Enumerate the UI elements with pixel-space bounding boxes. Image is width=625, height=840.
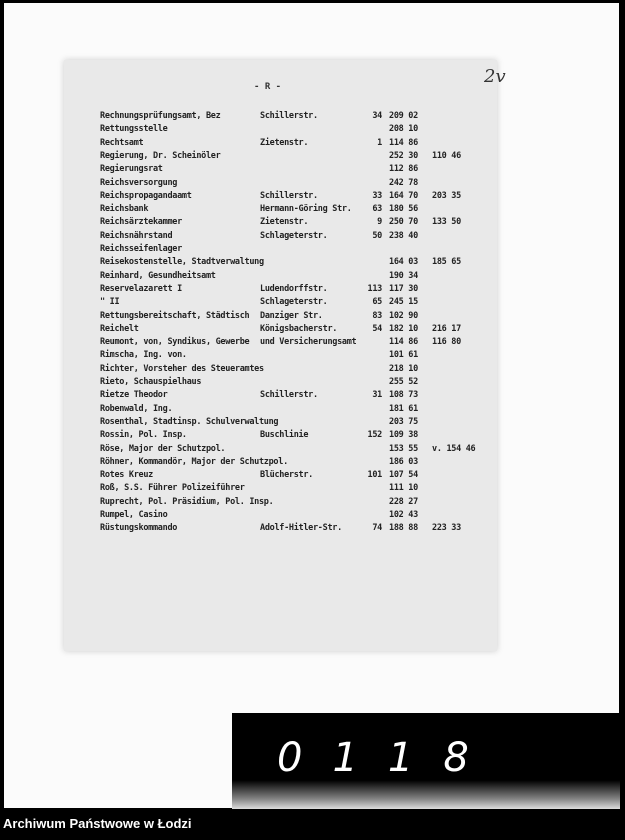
row-tel1: 109 38 xyxy=(389,430,418,441)
page-marker: - R - xyxy=(254,82,282,92)
row-street: Schillerstr. xyxy=(260,190,318,201)
directory-row xyxy=(64,124,497,137)
document-page xyxy=(64,60,506,651)
row-tel2: 133 50 xyxy=(432,217,461,228)
directory-row xyxy=(64,138,497,151)
row-street: Zietenstr. xyxy=(260,217,309,228)
row-street: Schillerstr. xyxy=(260,390,318,401)
directory-row xyxy=(64,257,497,270)
row-tel2: 216 17 xyxy=(432,323,461,334)
row-name: Richter, Vorsteher des Steueramtes xyxy=(100,363,264,374)
row-tel2: 185 65 xyxy=(432,257,461,268)
row-tel1: 180 56 xyxy=(389,204,418,215)
row-name: Rüstungskommando xyxy=(100,523,178,534)
row-tel1: 107 54 xyxy=(389,470,418,481)
directory-row xyxy=(64,337,497,350)
row-name: Reservelazarett I xyxy=(100,283,182,294)
row-tel1: 114 86 xyxy=(389,337,418,348)
row-tel1: 255 52 xyxy=(389,377,418,387)
row-no: 152 xyxy=(367,430,382,441)
row-name: Rotes Kreuz xyxy=(100,470,153,481)
directory-row xyxy=(64,523,497,536)
row-name: Rechtsamt xyxy=(100,137,144,148)
row-street: Schlageterstr. xyxy=(260,297,328,308)
directory-row xyxy=(64,510,497,523)
row-name: Reisekostenstelle, Stadtverwaltung xyxy=(100,257,264,268)
directory-row xyxy=(64,470,497,483)
directory-row xyxy=(64,404,497,417)
row-name: Rumpel, Casino xyxy=(100,510,168,520)
directory-row xyxy=(64,271,497,284)
row-no: 33 xyxy=(372,190,382,201)
row-street: Blücherstr. xyxy=(260,470,313,481)
row-tel1: 101 61 xyxy=(389,350,418,361)
row-tel1: 111 10 xyxy=(389,483,418,494)
directory-row xyxy=(64,444,497,457)
row-no: 54 xyxy=(372,323,382,334)
row-name: Rechnungsprüfungsamt, Bez xyxy=(100,111,221,121)
directory-row xyxy=(64,324,497,337)
row-tel1: 203 75 xyxy=(389,416,418,427)
directory-row xyxy=(64,311,497,324)
row-name: Rieto, Schauspielhaus xyxy=(100,377,202,387)
row-name: Rettungsstelle xyxy=(100,124,168,135)
row-tel1: 102 90 xyxy=(389,310,418,321)
row-tel1: 182 10 xyxy=(389,323,418,334)
directory-row xyxy=(64,457,497,470)
row-name: Reichsnährstand xyxy=(100,230,173,241)
row-street: Danziger Str. xyxy=(260,310,323,321)
frame-number: 0118 xyxy=(277,735,499,781)
directory-row xyxy=(64,417,497,430)
row-name: Rossin, Pol. Insp. xyxy=(100,430,187,441)
row-name: Reichsseifenlager xyxy=(100,244,182,254)
row-tel1: 209 02 xyxy=(389,111,418,121)
row-street: Hermann-Göring Str. xyxy=(260,204,352,215)
scan-frame xyxy=(4,3,619,808)
row-tel1: 164 70 xyxy=(389,190,418,201)
row-no: 101 xyxy=(367,470,382,481)
row-no: 113 xyxy=(367,283,382,294)
row-tel1: 188 88 xyxy=(389,523,418,534)
row-name: Rimscha, Ing. von. xyxy=(100,350,187,361)
row-tel1: 238 40 xyxy=(389,230,418,241)
row-no: 9 xyxy=(377,217,382,228)
row-tel1: 164 03 xyxy=(389,257,418,268)
row-no: 83 xyxy=(372,310,382,321)
frame-number-label xyxy=(232,713,620,809)
row-name: Rettungsbereitschaft, Städtisch xyxy=(100,310,250,321)
row-tel1: 181 61 xyxy=(389,403,418,414)
directory-row xyxy=(64,364,497,377)
row-tel1: 242 78 xyxy=(389,177,418,188)
handwritten-number: 2v xyxy=(484,66,506,87)
row-name: Roß, S.S. Führer Polizeiführer xyxy=(100,483,245,494)
row-street: Zietenstr. xyxy=(260,137,309,148)
row-tel1: 228 27 xyxy=(389,496,418,507)
row-tel2: 203 35 xyxy=(432,190,461,201)
directory-row xyxy=(64,111,497,124)
row-name: Röse, Major der Schutzpol. xyxy=(100,443,226,454)
row-tel2: 116 80 xyxy=(432,337,461,348)
row-street: Buschlinie xyxy=(260,430,309,441)
row-tel1: 186 03 xyxy=(389,456,418,467)
row-street: und Versicherungsamt xyxy=(260,337,357,348)
row-tel1: 153 55 xyxy=(389,443,418,454)
row-name: Robenwald, Ing. xyxy=(100,403,173,414)
row-tel1: 252 30 xyxy=(389,150,418,161)
directory-row xyxy=(64,297,497,310)
row-no: 50 xyxy=(372,230,382,241)
row-name: Reinhard, Gesundheitsamt xyxy=(100,270,216,281)
row-tel1: 117 30 xyxy=(389,283,418,294)
row-name: Röhner, Kommandör, Major der Schutzpol. xyxy=(100,456,288,467)
row-name: Regierungsrat xyxy=(100,164,163,175)
row-name: Reichsversorgung xyxy=(100,177,178,188)
row-street: Adolf-Hitler-Str. xyxy=(260,523,342,534)
directory-row xyxy=(64,497,497,510)
row-name: Rosenthal, Stadtinsp. Schulverwaltung xyxy=(100,416,279,427)
directory-row xyxy=(64,191,497,204)
directory-row xyxy=(64,377,497,390)
row-tel1: 250 70 xyxy=(389,217,418,228)
row-street: Schillerstr. xyxy=(260,111,318,121)
row-street: Ludendorffstr. xyxy=(260,283,328,294)
row-no: 34 xyxy=(372,111,382,121)
row-tel1: 108 73 xyxy=(389,390,418,401)
row-name: Ruprecht, Pol. Präsidium, Pol. Insp. xyxy=(100,496,274,507)
row-name: Reichsbank xyxy=(100,204,149,215)
row-no: 65 xyxy=(372,297,382,308)
archive-footer: Archiwum Państwowe w Łodzi xyxy=(3,816,192,831)
row-tel2: 110 46 xyxy=(432,150,461,161)
row-tel1: 190 34 xyxy=(389,270,418,281)
directory-row xyxy=(64,350,497,363)
directory-row xyxy=(64,178,497,191)
row-name: Regierung, Dr. Scheinöler xyxy=(100,150,221,161)
row-tel2: v. 154 46 xyxy=(432,443,476,454)
directory-row xyxy=(64,284,497,297)
row-tel1: 114 86 xyxy=(389,137,418,148)
row-name: " II xyxy=(100,297,120,308)
row-tel1: 112 86 xyxy=(389,164,418,175)
row-street: Königsbacherstr. xyxy=(260,323,338,334)
directory-row xyxy=(64,244,497,257)
directory-row xyxy=(64,151,497,164)
row-no: 1 xyxy=(377,137,382,148)
row-no: 31 xyxy=(372,390,382,401)
row-no: 74 xyxy=(372,523,382,534)
row-no: 63 xyxy=(372,204,382,215)
directory-row xyxy=(64,430,497,443)
directory-row xyxy=(64,217,497,230)
row-street: Schlageterstr. xyxy=(260,230,328,241)
directory-row xyxy=(64,164,497,177)
directory-row xyxy=(64,390,497,403)
row-tel1: 218 10 xyxy=(389,363,418,374)
row-tel2: 223 33 xyxy=(432,523,461,534)
directory-row xyxy=(64,483,497,496)
row-name: Rietze Theodor xyxy=(100,390,168,401)
directory-row xyxy=(64,231,497,244)
row-name: Reichsärztekammer xyxy=(100,217,182,228)
row-name: Reichelt xyxy=(100,323,139,334)
directory-row xyxy=(64,204,497,217)
row-tel1: 208 10 xyxy=(389,124,418,135)
row-tel1: 245 15 xyxy=(389,297,418,308)
row-name: Reumont, von, Syndikus, Gewerbe xyxy=(100,337,250,348)
row-tel1: 102 43 xyxy=(389,510,418,520)
row-name: Reichspropagandaamt xyxy=(100,190,192,201)
